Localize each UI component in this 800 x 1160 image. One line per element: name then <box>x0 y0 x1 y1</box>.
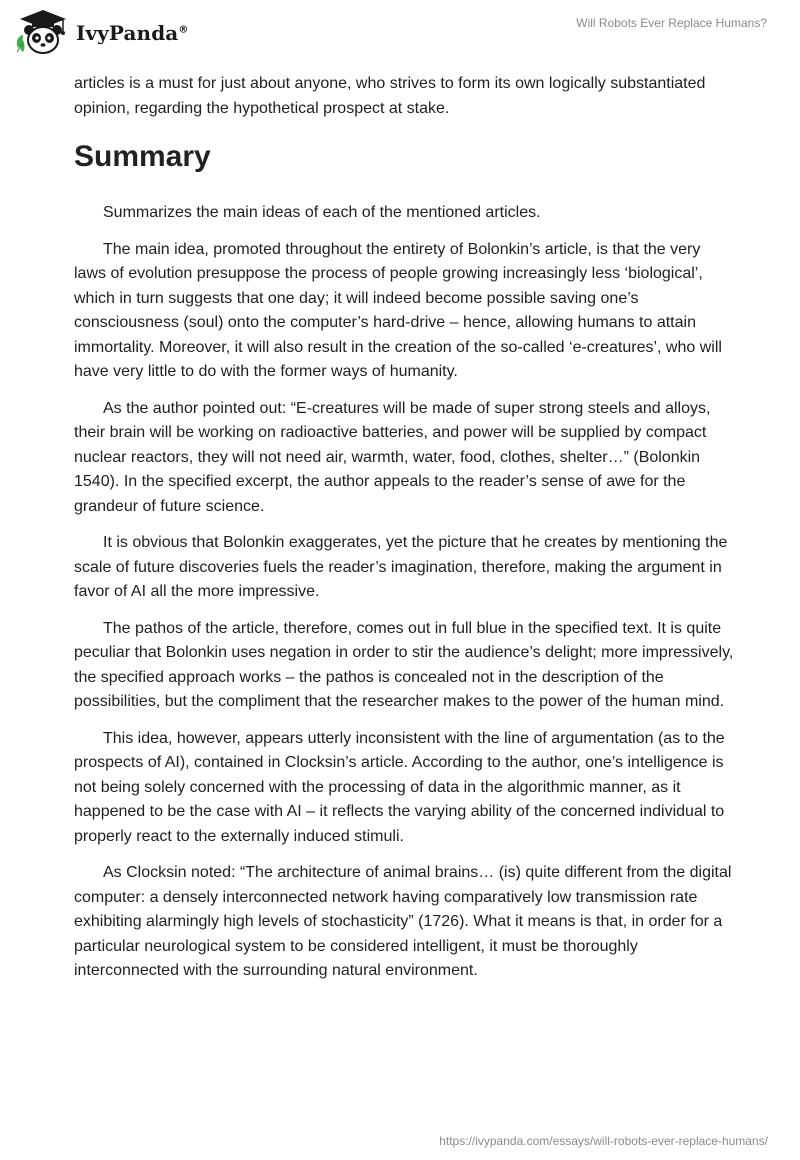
paragraph: As Clocksin noted: “The architecture of animal brains… (is) quite different from the digital computer: a densely interconnected network having comparatively low transmission rate exhibiting alarmingly high levels of stochasticity” (1726). What it means is that, in order for a particular neurological system to be considered intelligent, it must be thoroughly interconnected with the surrounding natural environment. <box>74 864 732 979</box>
registered-mark: ® <box>178 24 189 36</box>
paragraph: The pathos of the article, therefore, comes out in full blue in the specified text. It is quite peculiar that Bolonkin uses negation in order to stir the audience’s delight; more impressively, the specified approach works – the pathos is concealed not in the description of the possibilities, but the compliment that the researcher makes to the power of the human mind. <box>74 619 734 710</box>
page-header <box>0 0 800 62</box>
logo-wordmark <box>76 21 188 45</box>
document-title: Will Robots Ever Replace Humans? <box>576 16 767 30</box>
paragraph: The main idea, promoted throughout the entirety of Bolonkin’s article, is that the very laws of evolution presuppose the process of people growing increasingly less ‘biological’, which in turn suggests that one day; it will indeed become possible saving one’s consciousness (soul) onto the computer’s hard-drive – hence, allowing humans to attain immortality. Moreover, it will also result in the creation of the so-called ‘e-creatures’, who will have very little to do with the former ways of humanity. <box>74 240 722 380</box>
paragraph: Summarizes the main ideas of each of the mentioned articles. <box>103 204 541 221</box>
paragraph: It is obvious that Bolonkin exaggerates, yet the picture that he creates by mentioning the scale of future discoveries fuels the reader’s imagination, therefore, making the argument in favor of AI all the more impressive. <box>74 534 728 600</box>
ivypanda-logo[interactable] <box>14 8 188 56</box>
footer-url-link[interactable]: https://ivypanda.com/essays/will-robots-ever-replace-humans/ <box>439 1134 768 1148</box>
logo-name: IvyPanda <box>76 21 179 45</box>
article-body <box>74 72 734 996</box>
paragraph: This idea, however, appears utterly inconsistent with the line of argumentation (as to the prospects of AI), contained in Clocksin’s article. According to the author, one’s intelligence is not being solely concerned with the processing of data in the algorithmic manner, as it happened to be the case with AI – it reflects the varying ability of the concerned individual to properly react to the externally induced stimuli. <box>74 729 725 845</box>
intro-paragraph: articles is a must for just about anyone, who strives to form its own logically substantiated opinion, regarding the hypothetical prospect at stake. <box>74 75 706 117</box>
panda-graduate-icon <box>14 8 72 56</box>
section-heading: Summary <box>74 140 211 173</box>
paragraph: As the author pointed out: “E-creatures will be made of super strong steels and alloys, their brain will be working on radioactive batteries, and power will be supplied by compact nuclear reactors, they will not need air, warmth, water, food, clothes, shelter…” (Bolonkin 1540). In the specified excerpt, the author appeals to the reader’s sense of awe for the grandeur of future science. <box>74 399 711 515</box>
